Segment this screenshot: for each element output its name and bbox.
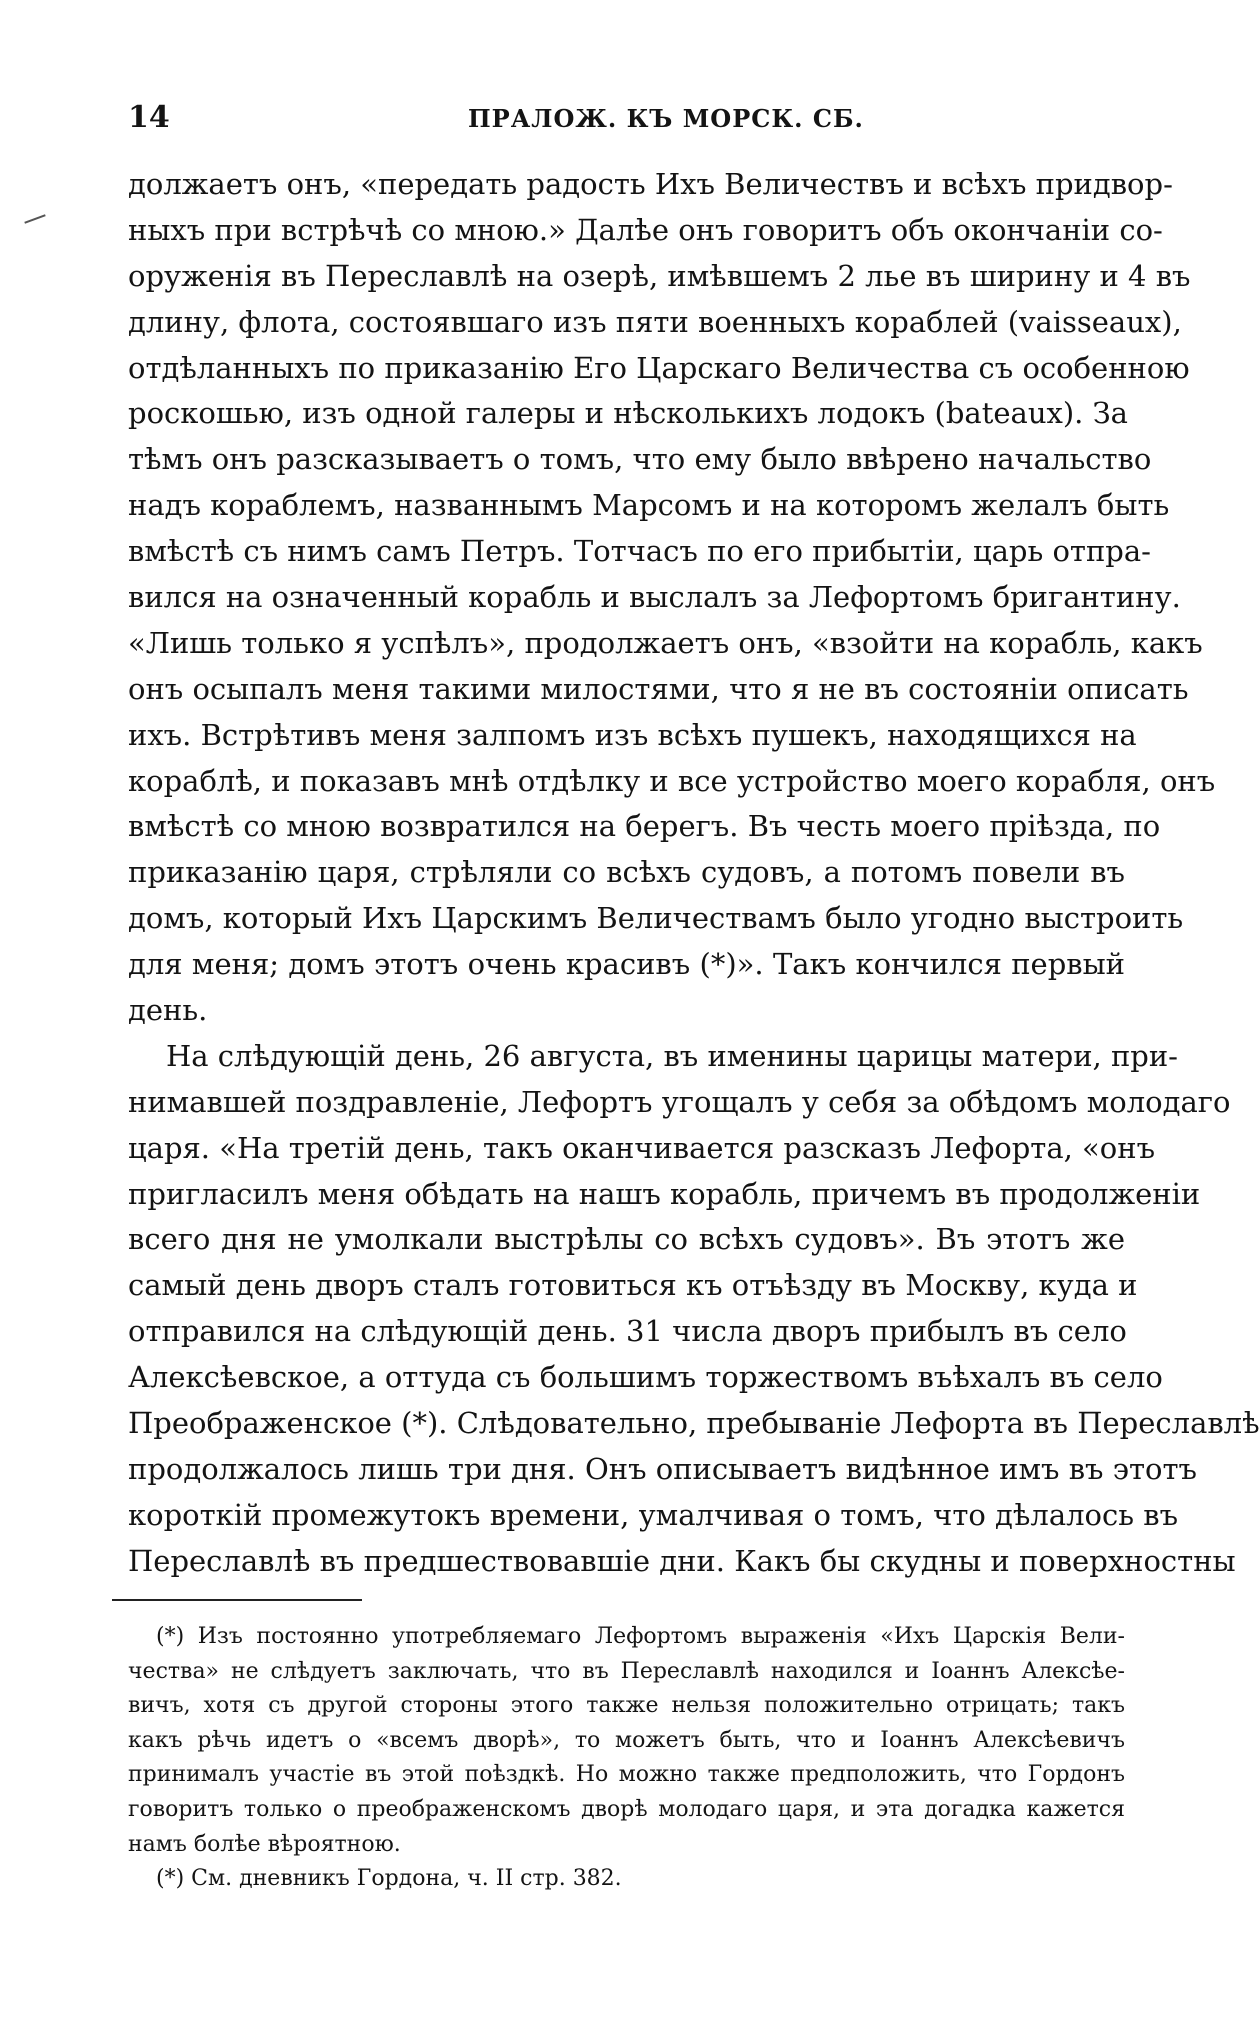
text-line: всего дня не умолкали выстрѣлы со всѣхъ судовъ». Въ этотъ же <box>128 1222 1125 1257</box>
text-line: оруженія въ Переславлѣ на озерѣ, имѣвшемъ 2 лье въ ширину и 4 въ <box>128 258 1191 293</box>
text-line: должаетъ онъ, «передать радость Ихъ Величествъ и всѣхъ придвор- <box>128 167 1173 201</box>
text-line: вмѣстѣ съ нимъ самъ Петръ. Тотчасъ по его прибытіи, царь отпра- <box>128 534 1151 569</box>
footnote-line: какъ рѣчь идетъ о «всемъ дворѣ», то можетъ быть, что и Іоаннъ Алексѣевичъ <box>128 1727 1125 1753</box>
text-line: Преображенское (*). Слѣдовательно, пребываніе Лефорта въ Переславлѣ <box>128 1406 1260 1441</box>
text-line: пригласилъ меня обѣдать на нашъ корабль, причемъ въ продолженіи <box>128 1176 1201 1211</box>
footnote-line: чества» не слѣдуетъ заключать, что въ Переславлѣ находился и Іоаннъ Алексѣе- <box>128 1658 1125 1684</box>
margin-mark <box>24 214 45 223</box>
running-head: ПРАЛОЖ. КЪ МОРСК. СБ. <box>468 104 864 133</box>
text-line: короткій промежутокъ времени, умалчивая о томъ, что дѣлалось въ <box>128 1497 1179 1532</box>
text-line: самый день дворъ сталъ готовиться къ отъѣзду въ Москву, куда и <box>128 1268 1138 1303</box>
text-line: вмѣстѣ со мною возвратился на берегъ. Въ честь моего пріѣзда, по <box>128 809 1161 844</box>
footnote-line: говоритъ только о преображенскомъ дворѣ молодаго царя, и эта догадка кажется <box>128 1796 1125 1822</box>
text-line: «Лишь только я успѣлъ», продолжаетъ онъ, «взойти на корабль, какъ <box>128 625 1203 660</box>
page-number: 14 <box>128 100 170 135</box>
text-line: продолжалось лишь три дня. Онъ описываетъ видѣнное имъ въ этотъ <box>128 1451 1197 1486</box>
text-line: длину, флота, состоявшаго изъ пяти военныхъ кораблей (vaisseaux), <box>128 304 1182 339</box>
text-line: домъ, который Ихъ Царскимъ Величествамъ было угодно выстроить <box>128 901 1184 936</box>
text-line: кораблѣ, и показавъ мнѣ отдѣлку и все устройство моего корабля, онъ <box>128 763 1216 798</box>
text-line: день. <box>128 993 208 1028</box>
text-line: отправился на слѣдующій день. 31 числа дворъ прибылъ въ село <box>128 1314 1127 1349</box>
text-line: приказанію царя, стрѣляли со всѣхъ судовъ, а потомъ повели въ <box>128 855 1125 890</box>
text-line: тѣмъ онъ разсказываетъ о томъ, что ему было ввѣрено начальство <box>128 442 1152 477</box>
text-line: ихъ. Встрѣтивъ меня залпомъ изъ всѣхъ пушекъ, находящихся на <box>128 717 1137 752</box>
text-line: ныхъ при встрѣчѣ со мною.» Далѣе онъ говоритъ объ окончаніи со- <box>128 212 1163 247</box>
text-line: нимавшей поздравленіе, Лефортъ угощалъ у себя за обѣдомъ молодаго <box>128 1084 1231 1119</box>
text-line: онъ осыпалъ меня такими милостями, что я не въ состояніи описать <box>128 671 1189 706</box>
footnote-line: (*) См. дневникъ Гордона, ч. II стр. 382. <box>156 1866 622 1892</box>
footnote-line: (*) Изъ постоянно употребляемаго Лефортомъ выраженія «Ихъ Царскія Вели- <box>156 1624 1125 1649</box>
text-line: вился на означенный корабль и выслалъ за Лефортомъ бригантину. <box>128 580 1181 615</box>
footnote-line: принималъ участіе въ этой поѣздкѣ. Но можно также предположить, что Гордонъ <box>128 1762 1125 1788</box>
footnote-line: намъ болѣе вѣроятною. <box>128 1831 401 1857</box>
footnotes <box>128 1620 1125 1897</box>
text-line: На слѣдующій день, 26 августа, въ именины царицы матери, при- <box>166 1038 1178 1073</box>
footnote-divider <box>112 1599 362 1601</box>
text-line: для меня; домъ этотъ очень красивъ (*)». Такъ кончился первый <box>128 947 1125 982</box>
body-text <box>128 162 1260 1585</box>
text-line: роскошью, изъ одной галеры и нѣсколькихъ лодокъ (bateaux). За <box>128 396 1128 431</box>
text-line: отдѣланныхъ по приказанію Его Царскаго Величества съ особенною <box>128 350 1190 385</box>
text-line: Переславлѣ въ предшествовавшіе дни. Какъ бы скудны и поверхностны <box>128 1543 1236 1578</box>
text-line: надъ кораблемъ, названнымъ Марсомъ и на которомъ желалъ быть <box>128 488 1170 523</box>
footnote-line: вичъ, хотя съ другой стороны этого также нельзя положительно отрицать; такъ <box>128 1693 1125 1719</box>
text-line: Алексѣевское, а оттуда съ большимъ торжествомъ въѣхалъ въ село <box>128 1360 1163 1395</box>
text-line: царя. «На третій день, такъ оканчивается разсказъ Лефорта, «онъ <box>128 1130 1156 1165</box>
